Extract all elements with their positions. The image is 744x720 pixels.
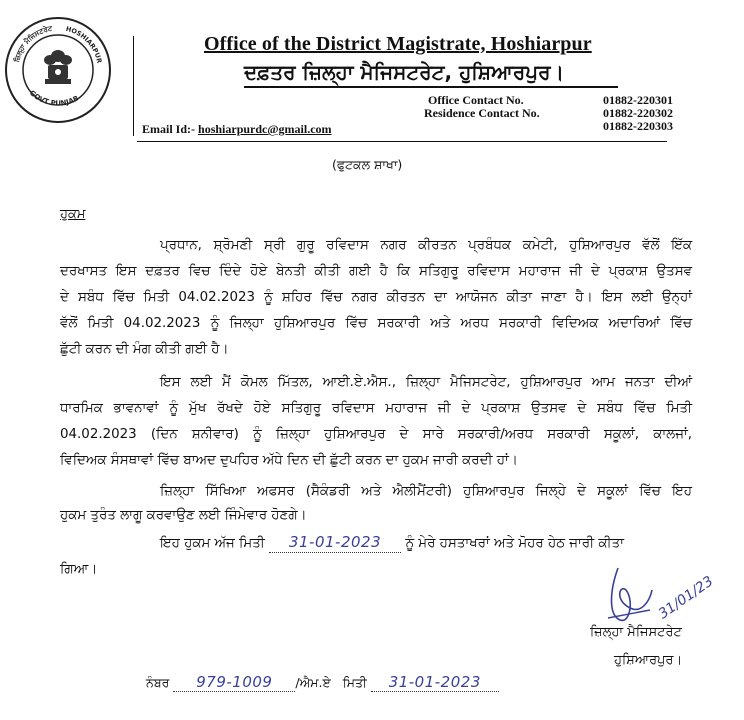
para1-line-5: ਛੁੱਟੀ ਕਰਨ ਦੀ ਮੰਗ ਕੀਤੀ ਗਈ ਹੈ।	[60, 342, 229, 357]
office-title-punjabi: ਦਫ਼ਤਰ ਜ਼ਿਲ੍ਹਾ ਮੈਜਿਸਟਰੇਟ, ਹੁਸ਼ਿਆਰਪੁਰ।	[244, 60, 565, 84]
emblem-icon	[44, 50, 72, 84]
district-magistrate-seal	[4, 16, 112, 124]
order-heading: ਹੁਕਮ	[60, 207, 86, 222]
issue-date-handwritten: 31-01-2023	[288, 533, 382, 551]
para1-line-1: ਪ੍ਰਧਾਨ, ਸ਼੍ਰੋਮਣੀ ਸ੍ਰੀ ਗੁਰੂ ਰਵਿਦਾਸ ਨਗਰ ਕੀਰਤਨ ਪ੍ਰਬੰਧਕ ਕਮੇਟੀ, ਹੁਸ਼ਿਆਰਪੁਰ ਵੱਲੋਂ ਇੱਕ	[160, 238, 692, 253]
ref-number-label: ਨੰਬਰ	[146, 675, 170, 690]
svg-text:GOVT PUNJAB	[28, 89, 80, 108]
para4-before: ਇਹ ਹੁਕਮ ਅੱਜ ਮਿਤੀ	[160, 536, 265, 551]
para4-after: ਨੂੰ ਮੇਰੇ ਹਸਤਾਖਰਾਂ ਅਤੇ ਮੋਹਰ ਹੇਠ ਜਾਰੀ ਕੀਤਾ	[405, 536, 624, 551]
signature-date: 31/01/23	[655, 573, 717, 623]
ref-section: /ਐਮ.ਏ	[295, 675, 331, 690]
ref-date-label: ਮਿਤੀ	[342, 675, 367, 690]
para2-line-4: ਵਿਦਿਅਕ ਸੰਸਥਾਵਾਂ ਵਿੱਚ ਬਾਅਦ ਦੁਪਹਿਰ ਅੱਧੇ ਦਿਨ ਦੀ ਛੁੱਟੀ ਕਰਨ ਦਾ ਹੁਕਮ ਜਾਰੀ ਕਰਦੀ ਹਾਂ।	[60, 453, 518, 468]
issue-date-field	[269, 534, 401, 553]
para4-line-2: ਗਿਆ।	[60, 562, 98, 577]
para3-line-2: ਹੁਕਮ ਤੁਰੰਤ ਲਾਗੂ ਕਰਵਾਉਣ ਲਈ ਜਿੰਮੇਵਾਰ ਹੋਣਗੇ।	[60, 508, 307, 523]
branch-label: (ਫੁਟਕਲ ਸ਼ਾਖਾ)	[332, 157, 403, 172]
para2-line-3: 04.02.2023 (ਦਿਨ ਸ਼ਨੀਵਾਰ) ਨੂੰ ਜ਼ਿਲ੍ਹਾ ਹੁਸ਼ਿਆਰਪੁਰ ਦੇ ਸਾਰੇ ਸਰਕਾਰੀ/ਅਰਧ ਸਰਕਾਰੀ ਸਕੂਲਾਂ, ਕਾਲਜਾਂ,	[60, 427, 692, 442]
ref-number-field	[173, 673, 295, 692]
signatory-place: ਹੁਸ਼ਿਆਰਪੁਰ।	[614, 653, 683, 668]
ref-date-field	[371, 673, 499, 692]
signatory-title: ਜ਼ਿਲ੍ਹਾ ਮੈਜਿਸਟਰੇਟ	[590, 625, 682, 640]
para2-line-1: ਇਸ ਲਈ ਮੈਂ ਕੋਮਲ ਮਿੱਤਲ, ਆਈ.ਏ.ਐਸ., ਜ਼ਿਲ੍ਹਾ ਮੈਜਿਸਟਰੇਟ, ਹੁਸ਼ਿਆਰਪੁਰ ਆਮ ਜਨਤਾ ਦੀਆਂ	[160, 375, 692, 390]
email-label: Email Id:-	[142, 122, 196, 136]
email-address[interactable]: hoshiarpurdc@gmail.com	[198, 122, 332, 136]
reference-line	[146, 673, 499, 692]
para3-line-1: ਜ਼ਿਲ੍ਹਾ ਸਿੱਖਿਆ ਅਫਸਰ (ਸੈਕੰਡਰੀ ਅਤੇ ਐਲੀਮੈਂਟਰੀ) ਹੁਸ਼ਿਆਰਪੁਰ ਜਿਲ੍ਹੇ ਦੇ ਸਕੂਲਾਂ ਵਿੱਚ ਇਹ	[160, 484, 692, 499]
seal-ring-left: ਜ਼ਿਲ੍ਹਾ ਮੈਜਿਸਟਰੇਟ	[12, 24, 53, 64]
seal-ring-right: HOSHIARPUR	[64, 24, 104, 64]
phone-3: 01882-220303	[603, 119, 673, 133]
office-contact-label: Office Contact No.	[428, 93, 524, 107]
para1-line-3: ਦੇ ਸਬੰਧ ਵਿੱਚ ਮਿਤੀ 04.02.2023 ਨੂੰ ਸ਼ਹਿਰ ਵਿੱਚ ਨਗਰ ਕੀਰਤਨ ਦਾ ਆਯੋਜਨ ਕੀਤਾ ਜਾਣਾ ਹੈ। ਇਸ ਲਈ ਉਨ੍ਹਾਂ	[60, 290, 692, 305]
para2-line-2: ਧਾਰਮਿਕ ਭਾਵਨਾਵਾਂ ਨੂੰ ਮੁੱਖ ਰੱਖਦੇ ਹੋਏ ਸਤਿਗੁਰੂ ਰਵਿਦਾਸ ਮਹਾਰਾਜ ਜੀ ਦੇ ਪ੍ਰਕਾਸ਼ ਉਤਸਵ ਦੇ ਸਬੰਧ ਵਿੱਚ ਮਿਤੀ	[60, 401, 692, 416]
header-rule	[137, 141, 667, 142]
title-underline	[244, 86, 618, 88]
header-divider	[133, 36, 134, 136]
phone-2: 01882-220302	[603, 106, 673, 120]
seal-ring-bottom: GOVT PUNJAB	[27, 88, 81, 108]
ref-date-handwritten: 31-01-2023	[388, 673, 481, 691]
para1-line-2: ਦਰਖਾਸਤ ਇਸ ਦਫ਼ਤਰ ਵਿਚ ਦਿੰਦੇ ਹੋਏ ਬੇਨਤੀ ਕੀਤੀ ਗਈ ਹੈ ਕਿ ਸਤਿਗੁਰੂ ਰਵਿਦਾਸ ਮਹਾਰਾਜ ਜੀ ਦੇ ਪ੍ਰਕਾਸ਼ ਉਤਸਵ	[60, 264, 692, 279]
ref-number-handwritten: 979-1009	[196, 673, 273, 691]
para4-line-1	[60, 534, 692, 553]
para1-line-4: ਵੱਲੋਂ ਮਿਤੀ 04.02.2023 ਨੂੰ ਜਿਲ੍ਹਾ ਹੁਸ਼ਿਆਰਪੁਰ ਵਿੱਚ ਸਰਕਾਰੀ ਅਤੇ ਅਰਧ ਸਰਕਾਰੀ ਵਿਦਿਅਕ ਅਦਾਰਿਆਂ ਵਿੱਚ	[60, 316, 692, 331]
signature-mark	[590, 560, 730, 630]
office-title-english: Office of the District Magistrate, Hoshiarpur	[204, 33, 592, 55]
residence-contact-label: Residence Contact No.	[424, 106, 540, 120]
email-line	[142, 122, 332, 137]
phone-1: 01882-220301	[603, 93, 673, 107]
